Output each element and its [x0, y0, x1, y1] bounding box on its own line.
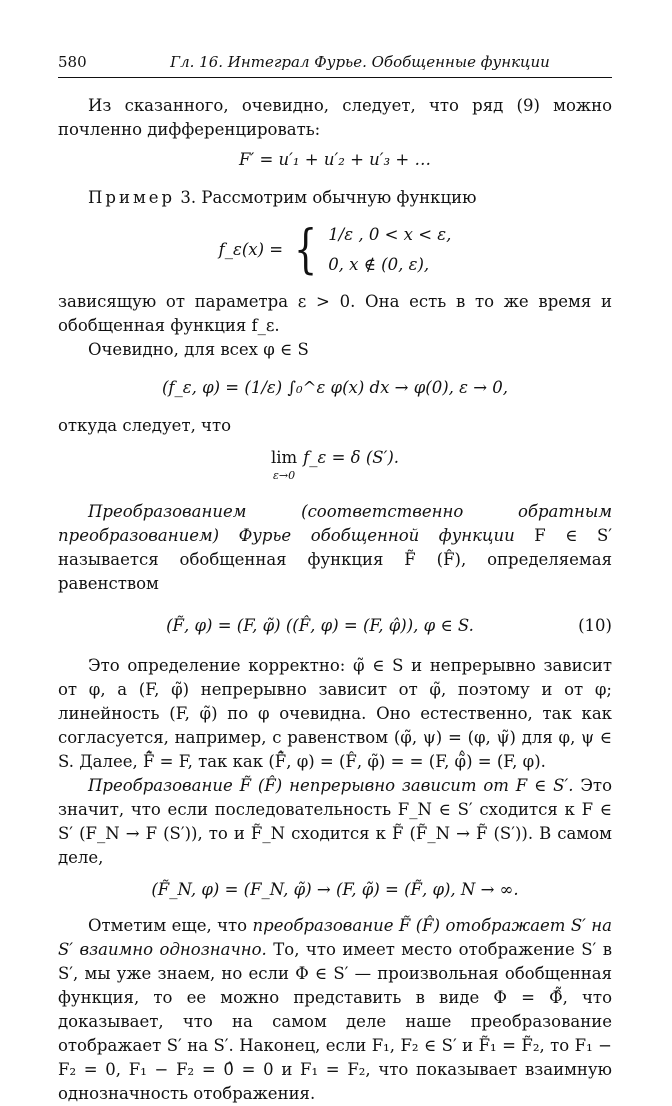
- lim-subscript: ε→0: [272, 469, 296, 482]
- paragraph-6: Это определение корректно: φ̃ ∈ S и непрерывно зависит от φ, а (F, φ̃) непрерывно зависит от φ̃, поэтому и от φ; линейность (F, φ̃) по φ очевидна. Оно естественно, так как согласуется, например, с равенством (φ̃, ψ) = (φ, ψ̃) для φ, ψ ∈ S. Далее, F̃̂ = F, так как (F̃̂, φ) = (F̂, φ̃) = = (F, φ̃̂) = (F, φ).: [58, 656, 612, 771]
- case-line-1: 1/ε , 0 < x < ε,: [328, 225, 452, 244]
- left-brace: {: [294, 220, 318, 280]
- paragraph-8: [58, 914, 612, 1106]
- bijection-italic: преобразование F̃ (F̂) отображает S′ на S′ взаимно однозначно.: [58, 916, 612, 959]
- continuity-rest: Это значит, что если последовательность F_N ∈ S′ сходится к F ∈ S′ (F_N → F (S′)), то и F̃_N сходится к F̃ (F̃_N → F̃ (S′)). В самом деле,: [58, 776, 612, 867]
- formula-delta-limit: [58, 446, 612, 482]
- equation-number: (10): [578, 616, 612, 635]
- running-title: Гл. 16. Интеграл Фурье. Обобщенные функции: [170, 53, 550, 71]
- running-header: [58, 50, 612, 78]
- example-text: 3. Рассмотрим обычную функцию: [180, 188, 477, 207]
- formula-derivative-series: F′ = u′₁ + u′₂ + u′₃ + …: [239, 150, 431, 169]
- paragraph-definition: [58, 500, 612, 596]
- formula-f-epsilon-definition: [58, 220, 612, 280]
- example-3: [58, 186, 612, 210]
- f-epsilon-lhs: f_ε(x) =: [218, 240, 284, 259]
- lim-rest: f_ε = δ (S′).: [303, 448, 400, 467]
- p8-rest: То, что имеет место отображение S′ в S′, мы уже знаем, но если Φ ∈ S′ — произвольная обобщенная функция, то ее можно представить в виде Φ = Φ̂̃, что доказывает, что на самом деле наше преобразование отображает S′ на S′. Наконец, если F₁, F₂ ∈ S′ и F̃₁ = F̃₂, то F₁ − F₂ = 0, F₁ − F₂ = 0̂ = 0 и F₁ = F₂, что показывает взаимную однозначность отображения.: [58, 940, 613, 1103]
- equation-10-body: (F̃, φ) = (F, φ̃) ((F̂, φ) = (F, φ̂)), φ ∈ S.: [166, 616, 474, 635]
- equation-10: [58, 614, 612, 638]
- formula-integral-limit: (f_ε, φ) = (1/ε) ∫₀^ε φ(x) dx → φ(0), ε → 0,: [161, 378, 509, 397]
- paragraph-3: Очевидно, для всех φ ∈ S: [88, 340, 309, 359]
- example-label: Пример: [88, 188, 176, 207]
- paragraph-2: зависящую от параметра ε > 0. Она есть в то же время и обобщенная функция f_ε.: [58, 292, 612, 335]
- page-number: 580: [58, 53, 87, 71]
- lim-word: lim: [270, 448, 298, 467]
- definition-rest: F ∈ S′ называется обобщенная функция F̃ (F̂), определяемая равенством: [58, 526, 613, 593]
- definition-italic: Преобразованием (соответственно обратным преобразованием) Фурье обобщенной функции: [58, 502, 612, 545]
- paragraph-7: [58, 774, 612, 870]
- formula-convergence: (F̃_N, φ) = (F_N, φ̃) → (F, φ̃) = (F̃, φ), N → ∞.: [151, 880, 519, 899]
- paragraph-4: откуда следует, что: [58, 416, 232, 435]
- case-line-2: 0, x ∉ (0, ε),: [328, 255, 430, 274]
- paragraph-1: Из сказанного, очевидно, следует, что ряд (9) можно почленно дифференцировать:: [58, 96, 612, 139]
- page: [58, 50, 612, 1106]
- p8-start: Отметим еще, что: [88, 916, 248, 935]
- continuity-italic: Преобразование F̃ (F̂) непрерывно зависит от F ∈ S′.: [88, 776, 574, 795]
